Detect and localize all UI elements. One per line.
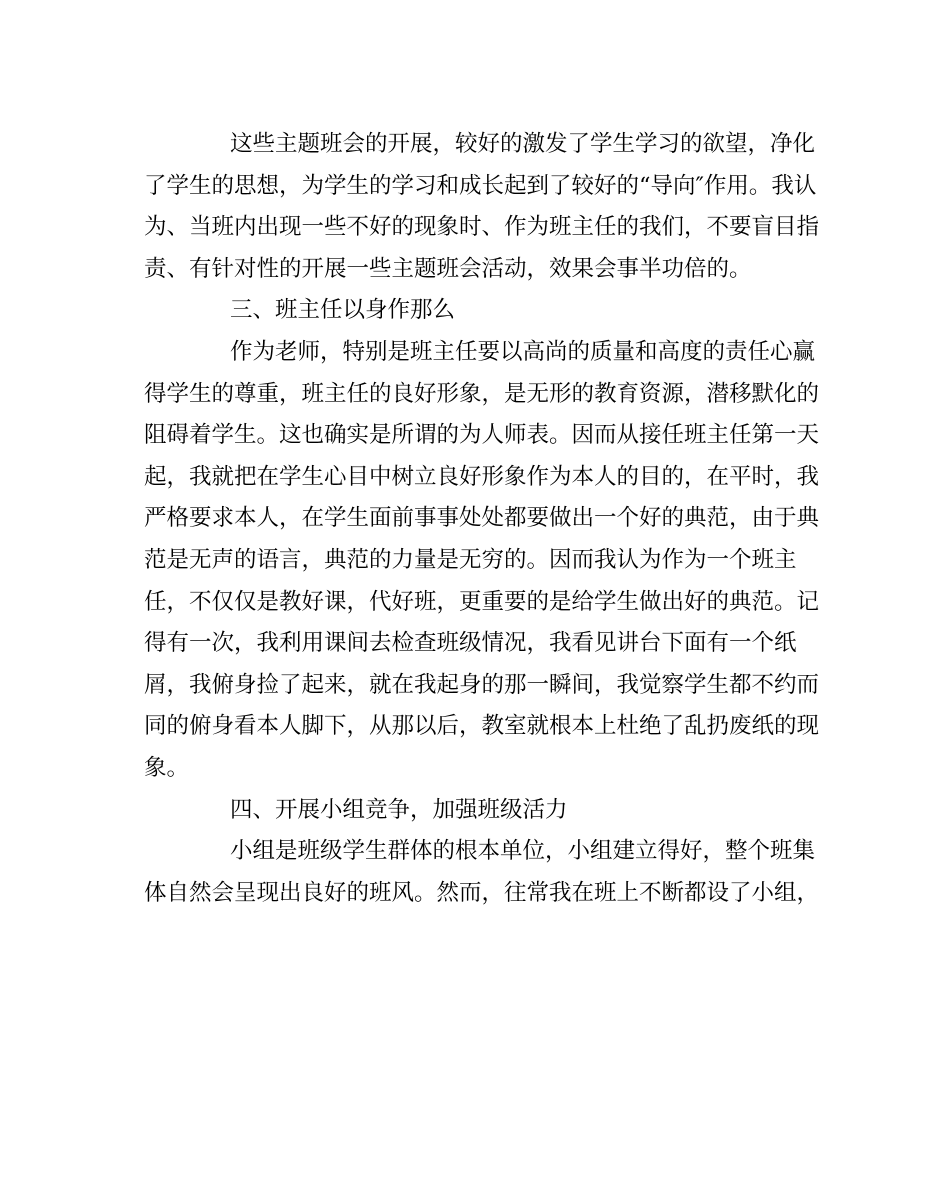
section-heading-3 [144, 290, 808, 332]
text-line: 同的俯身看本人脚下，从那以后，教室就根本上杜绝了乱扔废纸的现 [144, 713, 820, 740]
text-line: 象。 [144, 754, 190, 781]
section-heading-4 [144, 790, 808, 832]
heading-line: 三、班主任以身作那么 [230, 297, 456, 324]
text-line: 任，不仅仅是教好课，代好班，更重要的是给学生做出好的典范。记 [144, 588, 820, 615]
document-body [144, 124, 820, 914]
text-line: 范是无声的语言，典范的力量是无穷的。因而我认为作为一个班主 [144, 546, 797, 573]
text-line: 严格要求本人，在学生面前事事处处都要做出一个好的典范，由于典 [144, 505, 820, 532]
paragraph-group-competition [144, 831, 820, 914]
text-line: 为、当班内出现一些不好的现象时、作为班主任的我们，不要盲目指 [144, 214, 820, 241]
text-line: 阻碍着学生。这也确实是所谓的为人师表。因而从接任班主任第一天 [144, 422, 820, 449]
heading-line: 四、开展小组竞争，加强班级活力 [230, 796, 568, 823]
text-line: 得学生的尊重，班主任的良好形象，是无形的教育资源，潜移默化的 [144, 380, 820, 407]
text-line: 作为老师，特别是班主任要以高尚的质量和高度的责任心赢 [230, 338, 816, 365]
paragraph-theme-meetings [144, 124, 820, 290]
text-line: 体自然会呈现出良好的班风。然而，往常我在班上不断都设了小组， [144, 879, 820, 906]
text-line: 小组是班级学生群体的根本单位，小组建立得好，整个班集 [230, 838, 816, 865]
text-line: 这些主题班会的开展，较好的激发了学生学习的欲望，净化 [230, 131, 816, 157]
text-line: 了学生的思想，为学生的学习和成长起到了较好的“导向″作用。我认 [144, 172, 817, 199]
paragraph-lead-by-example [144, 332, 820, 790]
text-line: 得有一次，我利用课间去检查班级情况，我看见讲台下面有一个纸 [144, 630, 797, 657]
text-line: 屑，我俯身捡了起来，就在我起身的那一瞬间，我觉察学生都不约而 [144, 671, 820, 698]
text-line: 责、有针对性的开展一些主题班会活动，效果会事半功倍的。 [144, 255, 752, 282]
text-line: 起，我就把在学生心目中树立良好形象作为本人的目的，在平时，我 [144, 463, 820, 490]
